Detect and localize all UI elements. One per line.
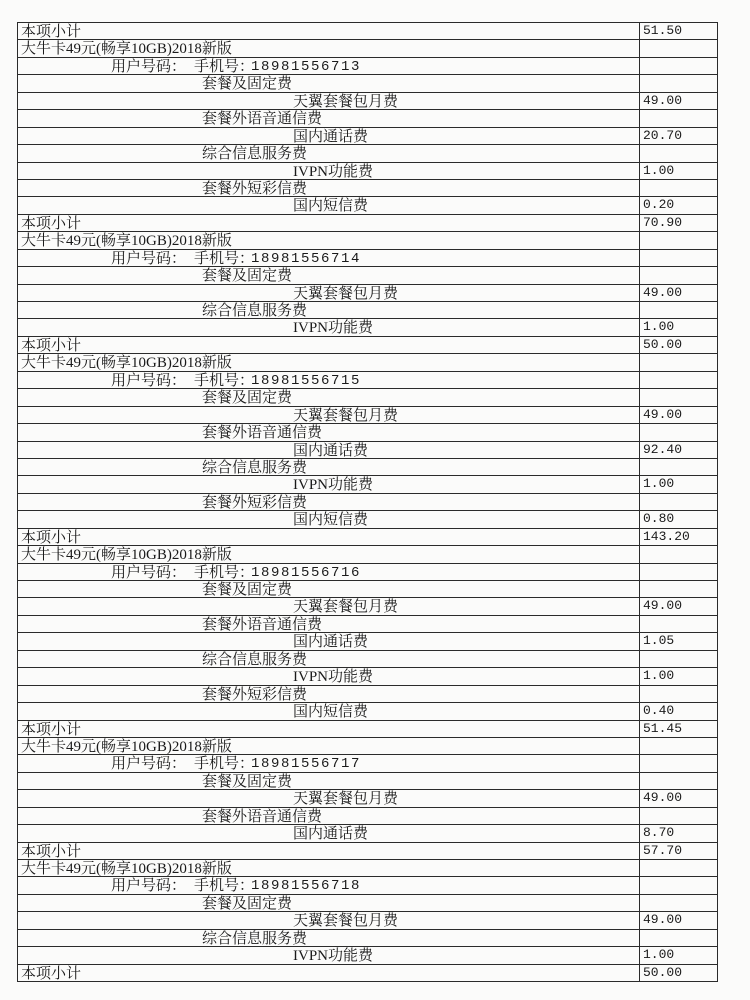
description-cell	[18, 250, 640, 266]
amount-cell-empty	[640, 75, 718, 91]
fee-item: 天翼套餐包月费	[293, 407, 399, 424]
item-row	[18, 128, 718, 145]
description-cell	[18, 442, 640, 458]
item-amount: 20.70	[640, 128, 718, 144]
item-amount: 49.00	[640, 790, 718, 806]
fee-item: 国内短信费	[293, 512, 369, 529]
fee-category: 综合信息服务费	[202, 930, 308, 947]
description-cell	[18, 145, 640, 161]
description-cell	[18, 895, 640, 911]
description-cell	[18, 564, 640, 580]
description-cell	[18, 825, 640, 841]
category-row	[18, 494, 718, 511]
bill-detail-table	[17, 22, 718, 982]
user-number-label: 用户号码：	[111, 372, 187, 389]
fee-item: 天翼套餐包月费	[293, 285, 399, 302]
description-cell	[18, 424, 640, 440]
fee-category: 综合信息服务费	[202, 651, 308, 668]
amount-cell-empty	[640, 250, 718, 266]
item-row	[18, 93, 718, 110]
amount-cell-empty	[640, 267, 718, 283]
plan-name: 大牛卡49元(畅享10GB)2018新版	[21, 738, 232, 755]
category-row	[18, 808, 718, 825]
amount-cell-empty	[640, 145, 718, 161]
description-cell	[18, 651, 640, 667]
amount-cell-empty	[640, 302, 718, 318]
description-cell	[18, 110, 640, 126]
description-cell	[18, 668, 640, 684]
item-row	[18, 319, 718, 336]
fee-category: 套餐外短彩信费	[202, 686, 308, 703]
item-amount: 0.80	[640, 511, 718, 527]
phone-number: 18981556718	[251, 878, 362, 895]
description-cell	[18, 808, 640, 824]
fee-item: IVPN功能费	[293, 477, 374, 494]
item-row	[18, 825, 718, 842]
subtotal-label: 本项小计	[21, 215, 82, 232]
phone-number: 18981556717	[251, 756, 362, 773]
item-amount: 1.00	[640, 163, 718, 179]
description-cell	[18, 407, 640, 423]
fee-category: 套餐外短彩信费	[202, 180, 308, 197]
description-cell	[18, 232, 640, 248]
item-amount: 1.00	[640, 947, 718, 963]
category-row	[18, 616, 718, 633]
description-cell	[18, 930, 640, 946]
item-amount: 8.70	[640, 825, 718, 841]
category-row	[18, 651, 718, 668]
amount-cell-empty	[640, 564, 718, 580]
fee-item: IVPN功能费	[293, 163, 374, 180]
amount-cell-empty	[640, 58, 718, 74]
description-cell	[18, 581, 640, 597]
subtotal-row	[18, 843, 718, 860]
item-amount: 92.40	[640, 442, 718, 458]
description-cell	[18, 180, 640, 196]
description-cell	[18, 302, 640, 318]
subtotal-label: 本项小计	[21, 965, 82, 982]
description-cell	[18, 40, 640, 56]
fee-category: 套餐及固定费	[202, 268, 293, 285]
subtotal-row	[18, 721, 718, 738]
item-row	[18, 511, 718, 528]
amount-cell-empty	[640, 459, 718, 475]
item-row	[18, 912, 718, 929]
fee-category: 套餐外短彩信费	[202, 494, 308, 511]
item-amount: 1.00	[640, 476, 718, 492]
item-amount: 1.00	[640, 668, 718, 684]
subtotal-row	[18, 529, 718, 546]
item-row	[18, 598, 718, 615]
item-row	[18, 668, 718, 685]
user-row	[18, 755, 718, 772]
subtotal-amount: 50.00	[640, 337, 718, 353]
description-cell	[18, 267, 640, 283]
amount-cell-empty	[640, 581, 718, 597]
fee-item: 国内通话费	[293, 634, 369, 651]
fee-category: 综合信息服务费	[202, 459, 308, 476]
description-cell	[18, 197, 640, 213]
item-amount: 0.40	[640, 703, 718, 719]
description-cell	[18, 389, 640, 405]
user-row	[18, 58, 718, 75]
item-amount: 0.20	[640, 197, 718, 213]
user-number-label: 用户号码：	[111, 58, 187, 75]
description-cell	[18, 93, 640, 109]
amount-cell-empty	[640, 40, 718, 56]
item-row	[18, 197, 718, 214]
fee-item: IVPN功能费	[293, 669, 374, 686]
description-cell	[18, 721, 640, 737]
description-cell	[18, 755, 640, 771]
description-cell	[18, 215, 640, 231]
item-amount: 49.00	[640, 407, 718, 423]
description-cell	[18, 877, 640, 893]
description-cell	[18, 337, 640, 353]
amount-cell-empty	[640, 738, 718, 754]
phone-label: 手机号：	[194, 878, 255, 895]
user-number-label: 用户号码：	[111, 250, 187, 267]
amount-cell-empty	[640, 860, 718, 876]
subtotal-amount: 143.20	[640, 529, 718, 545]
category-row	[18, 389, 718, 406]
category-row	[18, 145, 718, 162]
amount-cell-empty	[640, 877, 718, 893]
amount-cell-empty	[640, 616, 718, 632]
fee-category: 套餐及固定费	[202, 895, 293, 912]
phone-label: 手机号：	[194, 756, 255, 773]
category-row	[18, 75, 718, 92]
description-cell	[18, 58, 640, 74]
subtotal-row	[18, 965, 718, 982]
fee-item: 国内短信费	[293, 198, 369, 215]
item-amount: 1.05	[640, 633, 718, 649]
item-row	[18, 790, 718, 807]
amount-cell-empty	[640, 773, 718, 789]
category-row	[18, 686, 718, 703]
fee-item: 天翼套餐包月费	[293, 93, 399, 110]
subtotal-label: 本项小计	[21, 529, 82, 546]
item-amount: 49.00	[640, 912, 718, 928]
description-cell	[18, 75, 640, 91]
plan-name: 大牛卡49元(畅享10GB)2018新版	[21, 547, 232, 564]
description-cell	[18, 912, 640, 928]
description-cell	[18, 372, 640, 388]
description-cell	[18, 633, 640, 649]
fee-category: 套餐外语音通信费	[202, 425, 323, 442]
fee-category: 套餐外语音通信费	[202, 111, 323, 128]
plan-row	[18, 860, 718, 877]
subtotal-amount: 57.70	[640, 843, 718, 859]
amount-cell-empty	[640, 494, 718, 510]
subtotal-amount: 70.90	[640, 215, 718, 231]
fee-category: 套餐及固定费	[202, 773, 293, 790]
phone-number: 18981556713	[251, 58, 362, 75]
description-cell	[18, 128, 640, 144]
description-cell	[18, 285, 640, 301]
amount-cell-empty	[640, 180, 718, 196]
item-amount: 49.00	[640, 598, 718, 614]
subtotal-amount: 51.45	[640, 721, 718, 737]
description-cell	[18, 843, 640, 859]
plan-row	[18, 738, 718, 755]
amount-cell-empty	[640, 895, 718, 911]
fee-category: 综合信息服务费	[202, 146, 308, 163]
category-row	[18, 267, 718, 284]
phone-number: 18981556716	[251, 564, 362, 581]
fee-item: IVPN功能费	[293, 320, 374, 337]
description-cell	[18, 354, 640, 370]
phone-label: 手机号：	[194, 58, 255, 75]
category-row	[18, 930, 718, 947]
fee-item: 国内通话费	[293, 826, 369, 843]
fee-category: 套餐及固定费	[202, 76, 293, 93]
fee-item: IVPN功能费	[293, 948, 374, 965]
phone-label: 手机号：	[194, 250, 255, 267]
subtotal-label: 本项小计	[21, 843, 82, 860]
amount-cell-empty	[640, 808, 718, 824]
fee-category: 套餐外语音通信费	[202, 808, 323, 825]
amount-cell-empty	[640, 424, 718, 440]
plan-name: 大牛卡49元(畅享10GB)2018新版	[21, 355, 232, 372]
item-row	[18, 407, 718, 424]
plan-row	[18, 232, 718, 249]
description-cell	[18, 459, 640, 475]
category-row	[18, 302, 718, 319]
subtotal-row	[18, 23, 718, 40]
description-cell	[18, 860, 640, 876]
plan-name: 大牛卡49元(畅享10GB)2018新版	[21, 861, 232, 877]
description-cell	[18, 163, 640, 179]
phone-number: 18981556715	[251, 372, 362, 389]
subtotal-row	[18, 337, 718, 354]
amount-cell-empty	[640, 651, 718, 667]
fee-category: 套餐及固定费	[202, 390, 293, 407]
user-number-label: 用户号码：	[111, 564, 187, 581]
category-row	[18, 773, 718, 790]
subtotal-amount: 50.00	[640, 965, 718, 981]
description-cell	[18, 738, 640, 754]
fee-category: 套餐外语音通信费	[202, 616, 323, 633]
item-row	[18, 163, 718, 180]
plan-row	[18, 546, 718, 563]
description-cell	[18, 511, 640, 527]
category-row	[18, 424, 718, 441]
description-cell	[18, 529, 640, 545]
fee-item: 天翼套餐包月费	[293, 913, 399, 930]
fee-item: 天翼套餐包月费	[293, 791, 399, 808]
fee-item: 天翼套餐包月费	[293, 599, 399, 616]
subtotal-amount: 51.50	[640, 23, 718, 39]
category-row	[18, 895, 718, 912]
user-row	[18, 372, 718, 389]
amount-cell-empty	[640, 755, 718, 771]
plan-row	[18, 354, 718, 371]
subtotal-row	[18, 215, 718, 232]
phone-label: 手机号：	[194, 372, 255, 389]
amount-cell-empty	[640, 110, 718, 126]
description-cell	[18, 319, 640, 335]
description-cell	[18, 947, 640, 963]
item-row	[18, 285, 718, 302]
description-cell	[18, 965, 640, 981]
plan-name: 大牛卡49元(畅享10GB)2018新版	[21, 233, 232, 250]
user-row	[18, 877, 718, 894]
item-amount: 49.00	[640, 285, 718, 301]
category-row	[18, 581, 718, 598]
phone-number: 18981556714	[251, 250, 362, 267]
amount-cell-empty	[640, 354, 718, 370]
subtotal-label: 本项小计	[21, 721, 82, 738]
user-number-label: 用户号码：	[111, 878, 187, 895]
subtotal-label: 本项小计	[21, 337, 82, 354]
category-row	[18, 180, 718, 197]
description-cell	[18, 546, 640, 562]
description-cell	[18, 494, 640, 510]
category-row	[18, 110, 718, 127]
item-amount: 1.00	[640, 319, 718, 335]
description-cell	[18, 773, 640, 789]
subtotal-label: 本项小计	[21, 24, 82, 40]
user-row	[18, 250, 718, 267]
category-row	[18, 459, 718, 476]
amount-cell-empty	[640, 546, 718, 562]
plan-name: 大牛卡49元(畅享10GB)2018新版	[21, 41, 232, 58]
user-number-label: 用户号码：	[111, 756, 187, 773]
description-cell	[18, 598, 640, 614]
fee-item: 国内通话费	[293, 442, 369, 459]
item-row	[18, 633, 718, 650]
description-cell	[18, 686, 640, 702]
description-cell	[18, 476, 640, 492]
amount-cell-empty	[640, 686, 718, 702]
user-row	[18, 564, 718, 581]
fee-item: 国内通话费	[293, 128, 369, 145]
amount-cell-empty	[640, 389, 718, 405]
amount-cell-empty	[640, 930, 718, 946]
item-row	[18, 947, 718, 964]
description-cell	[18, 616, 640, 632]
amount-cell-empty	[640, 232, 718, 248]
fee-item: 国内短信费	[293, 704, 369, 721]
fee-category: 综合信息服务费	[202, 303, 308, 319]
item-row	[18, 442, 718, 459]
phone-label: 手机号：	[194, 564, 255, 581]
amount-cell-empty	[640, 372, 718, 388]
fee-category: 套餐及固定费	[202, 582, 293, 598]
description-cell	[18, 23, 640, 39]
item-row	[18, 476, 718, 493]
description-cell	[18, 790, 640, 806]
item-row	[18, 703, 718, 720]
description-cell	[18, 703, 640, 719]
item-amount: 49.00	[640, 93, 718, 109]
plan-row	[18, 40, 718, 57]
